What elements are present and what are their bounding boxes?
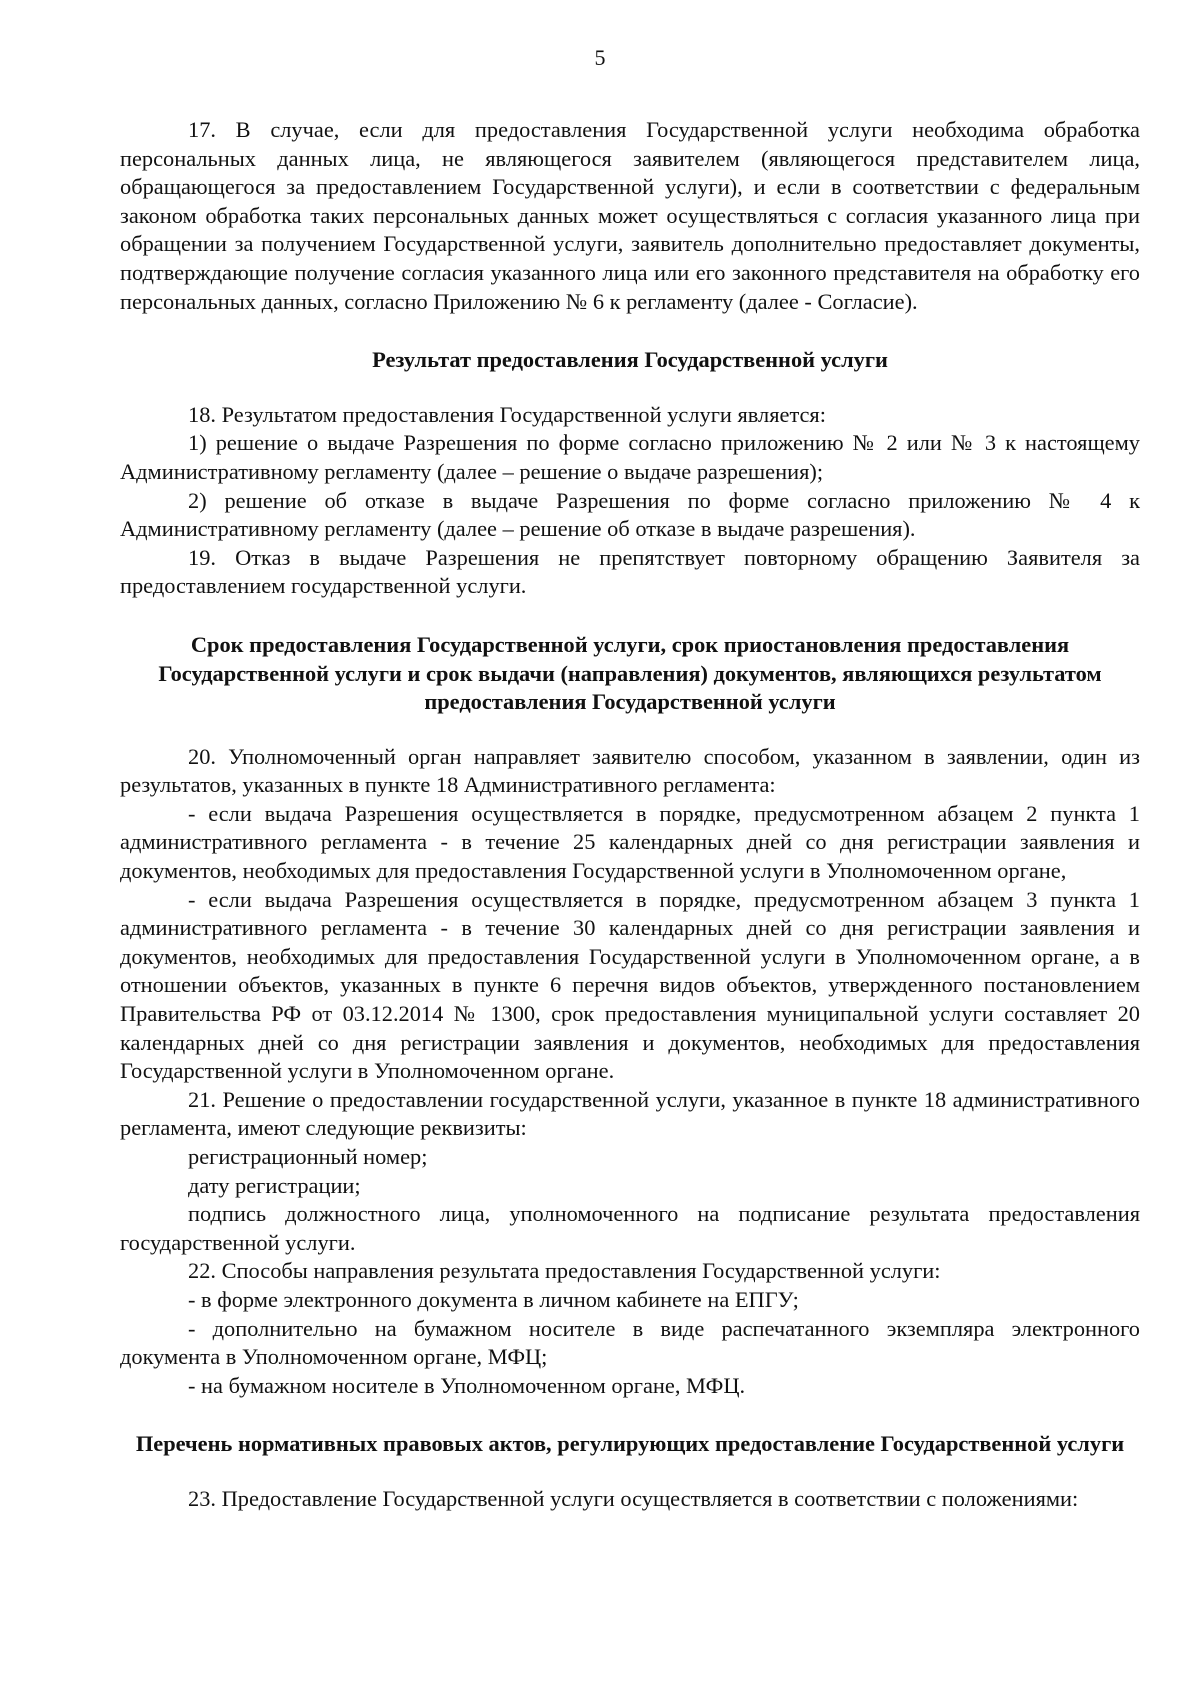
- paragraph-20-item-2: - если выдача Разрешения осуществляется в порядке, предусмотренном абзацем 3 пункта 1 административного регламента - в течение 30 календарных дней со дня регистрации заявления и документов, необходимых для предоставления Государственной услуги в Уполномоченном органе, а в отношении объектов, указанных в пункте 6 перечня видов объектов, утвержденного постановлением Правительства РФ от 03.12.2014 № 1300, срок предоставления муниципальной услуги составляет 20 календарных дней со дня регистрации заявления и документов, необходимых для предоставления Государственной услуги в Уполномоченном органе.: [120, 886, 1140, 1084]
- paragraph-21-item-2: дату регистрации;: [188, 1172, 361, 1198]
- paragraph-20-item-1: - если выдача Разрешения осуществляется в порядке, предусмотренном абзацем 2 пункта 1 административного регламента - в течение 25 календарных дней со дня регистрации заявления и документов, необходимых для предоставления Государственной услуги в Уполномоченном органе,: [120, 800, 1140, 884]
- page-number: 5: [594, 45, 606, 70]
- paragraph-18-item-1: 1) решение о выдаче Разрешения по форме согласно приложению № 2 или № 3 к настоящему Административному регламенту (далее – решение о выдаче разрешения);: [120, 430, 1140, 484]
- paragraph-22-item-3: - на бумажном носителе в Уполномоченном органе, МФЦ.: [188, 1372, 746, 1398]
- paragraph-18: 18. Результатом предоставления Государственной услуги является:: [188, 401, 826, 427]
- heading-service-terms: Срок предоставления Государственной услуги, срок приостановления предоставления Государственной услуги и срок выдачи (направления) документов, являющихся результатом предоставления Государственной услуги: [158, 631, 1102, 715]
- paragraph-21-item-3: подпись должностного лица, уполномоченного на подписание результата предоставления государственной услуги.: [120, 1201, 1140, 1255]
- paragraph-21-item-1: регистрационный номер;: [188, 1144, 428, 1169]
- paragraph-22-item-1: - в форме электронного документа в личном кабинете на ЕПГУ;: [188, 1286, 799, 1312]
- heading-service-result: Результат предоставления Государственной услуги: [372, 347, 888, 373]
- paragraph-22: 22. Способы направления результата предоставления Государственной услуги:: [188, 1258, 941, 1284]
- paragraph-20: 20. Уполномоченный орган направляет заявителю способом, указанном в заявлении, один из результатов, указанных в пункте 18 Административного регламента:: [120, 743, 1140, 798]
- document-body: [120, 116, 1140, 1514]
- paragraph-19: 19. Отказ в выдаче Разрешения не препятствует повторному обращению Заявителя за предоставлением государственной услуги.: [120, 544, 1140, 599]
- paragraph-22-item-2: - дополнительно на бумажном носителе в виде распечатанного экземпляра электронного документа в Уполномоченном органе, МФЦ;: [120, 1315, 1140, 1370]
- paragraph-18-item-2: 2) решение об отказе в выдаче Разрешения по форме согласно приложению № 4 к Административному регламенту (далее – решение об отказе в выдаче разрешения).: [120, 487, 1140, 542]
- heading-legal-acts: Перечень нормативных правовых актов, регулирующих предоставление Государственной услуги: [135, 1431, 1125, 1457]
- paragraph-21: 21. Решение о предоставлении государственной услуги, указанное в пункте 18 административного регламента, имеют следующие реквизиты:: [120, 1086, 1140, 1141]
- paragraph-17: 17. В случае, если для предоставления Государственной услуги необходима обработка персональных данных лица, не являющегося заявителем (являющегося представителем лица, обращающегося за предоставлением Государственной услуги), и если в соответствии с федеральным законом обработка таких персональных данных может осуществляться с согласия указанного лица при обращении за получением Государственной услуги, заявитель дополнительно предоставляет документы, подтверждающие получение согласия указанного лица или его законного представителя на обработку его персональных данных, согласно Приложению № 6 к регламенту (далее - Согласие).: [120, 117, 1140, 314]
- paragraph-23: 23. Предоставление Государственной услуги осуществляется в соответствии с положениями:: [188, 1485, 1079, 1511]
